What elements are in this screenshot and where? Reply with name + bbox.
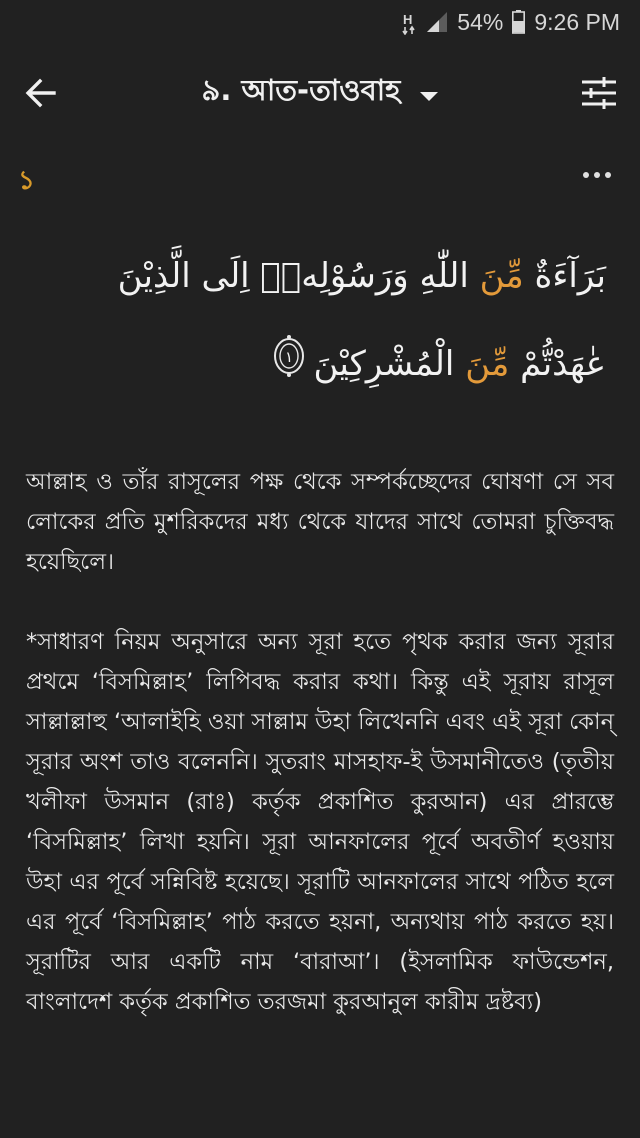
mobile-data-icon — [401, 9, 417, 35]
signal-icon — [426, 11, 448, 33]
translation-footnote: *সাধারণ নিয়ম অনুসারে অন্য সূরা হতে পৃথক করার জন্য সূরার প্রথমে ‘বিসমিল্লাহ’ লিপিবদ্ধ করার কথা। কিন্তু এই সূরায় রাসূল সাল্লাল্লাহু ‘আলাইহি ওয়া সাল্লাম উহা লিখেননি এবং এই সূরা কোন্ সূরার অংশ তাও বলেননি। সুতরাং মাসহাফ-ই উসমানীতেও (তৃতীয় খলীফা উসমান (রাঃ) কর্তৃক প্রকাশিত কুরআন) এর প্রারম্ভে ‘বিসমিল্লাহ’ লিখা হয়নি। সূরা আনফালের পূর্বে অবতীর্ণ হওয়ায় উহা এর পূর্বে সন্নিবিষ্ট হয়েছে। সূরাটি আনফালের সাথে পঠিত হলে এর পূর্বে ‘বিসমিল্লাহ’ পাঠ করতে হয়না, অন্যথায় পাঠ করতে হয়। সূরাটির আর একটি নাম ‘বারাআ’। (ইসলামিক ফাউন্ডেশন, বাংলাদেশ কর্তৃক প্রকাশিত তরজমা কুরআনুল কারীম দ্রষ্টব্য) — [26, 629, 614, 1015]
triangle-down-icon — [420, 75, 438, 109]
app-bar — [0, 50, 640, 134]
verse-number: ১ — [18, 166, 35, 196]
surah-selector[interactable] — [0, 68, 640, 117]
verse-menu-button[interactable] — [582, 160, 612, 190]
battery-icon — [512, 10, 525, 34]
sliders-icon — [580, 74, 618, 112]
arabic-part-highlight: مِّنَ — [465, 344, 510, 384]
translation-text: আল্লাহ ও তাঁর রাসূলের পক্ষ থেকে সম্পর্কচ্ছেদের ঘোষণা সে সব লোকের প্রতি মুশরিকদের মধ্য থেকে যাদের সাথে তোমরা চুক্তিবদ্ধ হয়েছিলে। — [26, 469, 614, 575]
battery-percentage: 54% — [457, 8, 504, 35]
more-horizontal-icon — [582, 160, 612, 190]
status-bar — [0, 0, 640, 44]
page-title: ৯. আত-তাওবাহ — [201, 73, 401, 107]
arabic-verse-text — [30, 232, 606, 410]
arabic-part: اللّٰهِ وَرَسُوْلِهٖۤ اِلَى الَّذِيْنَ عٰهَدْتُّمْ — [117, 256, 606, 384]
clock: 9:26 PM — [534, 8, 620, 35]
filter-settings-button[interactable] — [580, 74, 618, 112]
arabic-part: بَرَآءَةٌ — [523, 256, 606, 296]
arabic-part: الْمُشْرِكِيْنَ — [313, 344, 466, 384]
svg-text:١: ١ — [285, 347, 294, 366]
ayah-end-marker — [271, 322, 307, 410]
svg-text:H: H — [403, 12, 413, 27]
arabic-part-highlight: مِّنَ — [479, 256, 524, 296]
